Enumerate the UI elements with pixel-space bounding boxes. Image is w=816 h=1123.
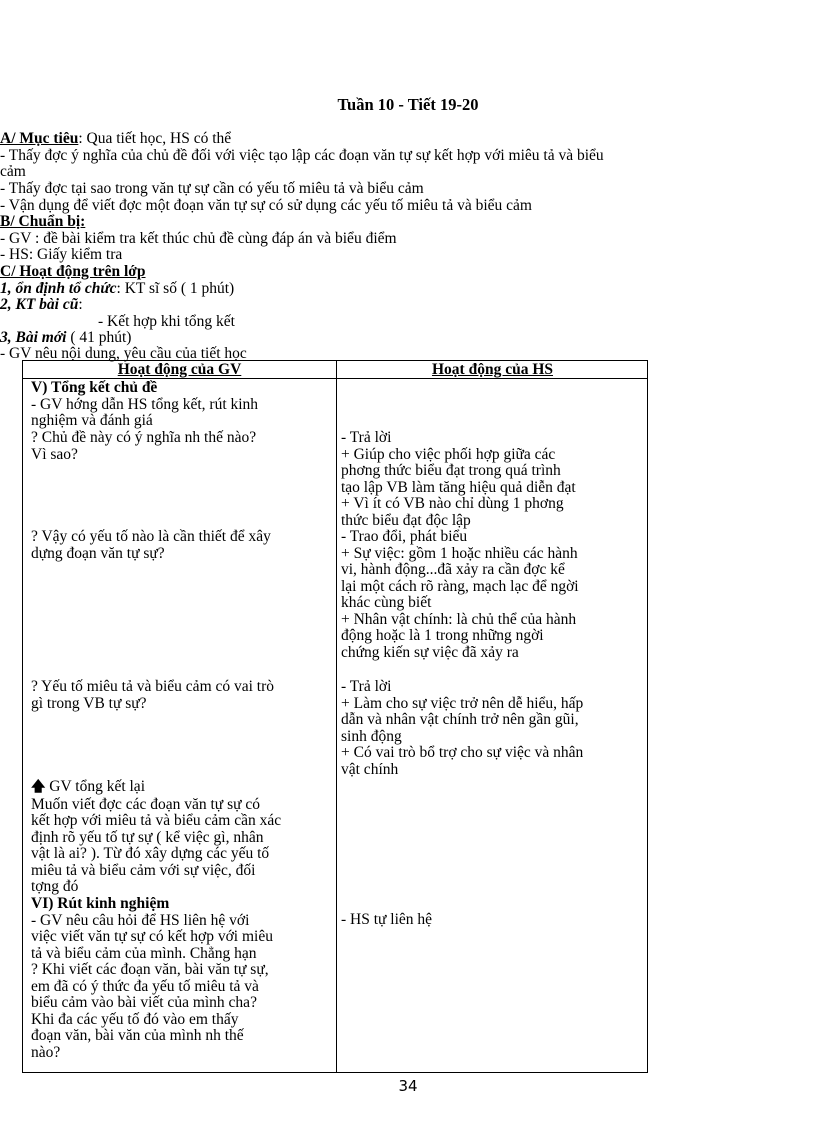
gv-line: đoạn văn, bài văn của mình nh thế xyxy=(31,1027,244,1044)
gv-line: định rõ yếu tố tự sự ( kể việc gì, nhân xyxy=(31,828,264,846)
gv-line: ? Yếu tố miêu tả và biểu cảm có vai trò xyxy=(31,678,275,695)
hs-answer-4 xyxy=(341,912,641,929)
hs-line: khác cùng biết xyxy=(341,594,432,611)
step-2-label: 2, KT bài cũ xyxy=(0,296,79,313)
hs-line: lại một cách rõ ràng, mạch lạc để ngời xyxy=(341,577,579,595)
gv-line: - GV nêu câu hỏi để HS liên hệ với xyxy=(31,911,250,929)
summary-label: GV tổng kết lại xyxy=(45,778,145,795)
gv-line: tả và biểu cảm của mình. Chẳng hạn xyxy=(31,944,257,962)
step-1-text: : KT sĩ số ( 1 phút) xyxy=(116,280,235,297)
gv-line: em đã có ý thức đa yếu tố miêu tả và xyxy=(31,977,259,995)
hs-line: tạo lập VB làm tăng hiệu quả diễn đạt xyxy=(341,478,576,496)
gv-section-vi xyxy=(31,896,331,1061)
objective-line: cảm xyxy=(0,163,26,180)
hs-line: phơng thức biểu đạt trong quá trình xyxy=(341,462,561,479)
gv-line: ? Khi viết các đoạn văn, bài văn tự sự, xyxy=(31,961,269,978)
objectives-intro: : Qua tiết học, HS có thể xyxy=(78,130,232,147)
gv-line: ? Chủ đề này có ý nghĩa nh thế nào? xyxy=(31,429,257,446)
gv-question-1 xyxy=(31,430,331,463)
objective-line: - Vận dụng để viết đợc một đoạn văn tự sự có sử dụng các yếu tố miêu tả và biểu cảm xyxy=(0,197,532,214)
objective-line: - Thấy đợc tại sao trong văn tự sự cần có yếu tố miêu tả và biểu cảm xyxy=(0,180,424,197)
hs-line: - Trao đổi, phát biểu xyxy=(341,528,468,545)
step-1-line xyxy=(0,280,234,297)
hs-line: + Sự việc: gồm 1 hoặc nhiều các hành xyxy=(341,544,578,562)
hs-line: + Nhân vật chính: là chủ thể của hành xyxy=(341,610,577,628)
header-hs: Hoạt động của HS xyxy=(431,361,553,378)
gv-line: kết hợp với miêu tả và biểu cảm cần xác xyxy=(31,812,282,829)
hs-answer-3 xyxy=(341,679,641,778)
step-2-text: : xyxy=(78,296,83,313)
header-gv: Hoạt động của GV xyxy=(117,361,242,378)
hs-line: thức biểu đạt độc lập xyxy=(341,511,471,529)
preparation-heading-line xyxy=(0,213,85,230)
gv-summary xyxy=(31,779,331,896)
hs-line: chứng kiến sự việc đã xảy ra xyxy=(341,643,519,661)
gv-section-v xyxy=(31,380,331,430)
gv-line: ? Vậy có yếu tố nào là cần thiết để xây xyxy=(31,528,271,545)
gv-line: nào? xyxy=(31,1043,61,1061)
column-divider xyxy=(336,361,337,1072)
step-3-sub: - GV nêu nội dung, yêu cầu của tiết học xyxy=(0,345,247,362)
hs-answer-2 xyxy=(341,529,641,661)
objective-line: - Thấy đợc ý nghĩa của chủ đề đối với việc tạo lập các đoạn văn tự sự kết hợp với miêu tả và biểu xyxy=(0,147,604,164)
activities-table xyxy=(22,360,648,1073)
hs-line: + Vì ít có VB nào chỉ dùng 1 phơng xyxy=(341,495,564,512)
objectives-heading: A/ Mục tiêu xyxy=(0,130,79,147)
step-3-label: 3, Bài mới xyxy=(0,329,67,346)
hs-line: dẫn và nhân vật chính trở nên gần gũi, xyxy=(341,711,579,728)
hs-line: động hoặc là 1 trong những ngời xyxy=(341,627,544,644)
arrow-up-icon: 🡅 xyxy=(31,780,46,795)
gv-line: Vì sao? xyxy=(31,445,78,463)
gv-question-2 xyxy=(31,529,331,562)
section-v-heading: V) Tổng kết chủ đề xyxy=(31,379,158,396)
preparation-heading: B/ Chuẩn bị: xyxy=(0,213,86,230)
hs-line: - Trả lời xyxy=(341,678,392,695)
gv-line: - GV hớng dẫn HS tổng kết, rút kinh xyxy=(31,395,259,413)
hs-line: vật chính xyxy=(341,760,399,778)
hs-line: - Trả lời xyxy=(341,429,392,446)
gv-line: Khi đa các yếu tố đó vào em thấy xyxy=(31,1010,239,1028)
hs-line: sinh động xyxy=(341,727,402,745)
gv-line: miêu tả và biểu cảm với sự việc, đối xyxy=(31,861,256,879)
objectives-heading-line xyxy=(0,130,231,147)
gv-line: tợng đó xyxy=(31,878,79,895)
step-3-text: ( 41 phút) xyxy=(66,329,132,346)
hs-line: + Có vai trò bổ trợ cho sự việc và nhân xyxy=(341,744,584,761)
step-2-line xyxy=(0,296,83,313)
gv-line: Muốn viết đợc các đoạn văn tự sự có xyxy=(31,795,261,813)
activities-heading-line xyxy=(0,263,146,280)
hs-line: - HS tự liên hệ xyxy=(341,911,433,928)
gv-question-3 xyxy=(31,679,331,712)
activities-heading: C/ Hoạt động trên lớp xyxy=(0,263,146,280)
hs-line: vi, hành động...đã xảy ra cần đợc kể xyxy=(341,561,565,578)
preparation-line: - HS: Giấy kiểm tra xyxy=(0,246,123,263)
gv-line: gì trong VB tự sự? xyxy=(31,694,147,712)
step-3-line xyxy=(0,329,131,346)
step-1-label: 1, ổn định tổ chức xyxy=(0,280,117,297)
hs-answer-1 xyxy=(341,430,641,529)
page-title: Tuần 10 - Tiết 19-20 xyxy=(337,95,479,114)
gv-line: dựng đoạn văn tự sự? xyxy=(31,544,165,562)
preparation-line: - GV : đề bài kiểm tra kết thúc chủ đề cùng đáp án và biểu điểm xyxy=(0,230,397,247)
gv-line: việc viết văn tự sự có kết hợp với miêu xyxy=(31,928,273,945)
hs-line: + Làm cho sự việc trở nên dễ hiểu, hấp xyxy=(341,694,584,712)
step-2-sub: - Kết hợp khi tổng kết xyxy=(98,313,235,330)
section-vi-heading: VI) Rút kinh nghiệm xyxy=(31,895,170,912)
hs-line: + Giúp cho việc phối hợp giữa các xyxy=(341,445,556,463)
gv-line: biểu cảm vào bài viết của mình cha? xyxy=(31,994,257,1011)
gv-line: nghiệm và đánh giá xyxy=(31,412,153,429)
page-number: 34 xyxy=(398,1077,418,1095)
gv-line: vật là ai? ). Từ đó xây dựng các yếu tố xyxy=(31,845,270,862)
